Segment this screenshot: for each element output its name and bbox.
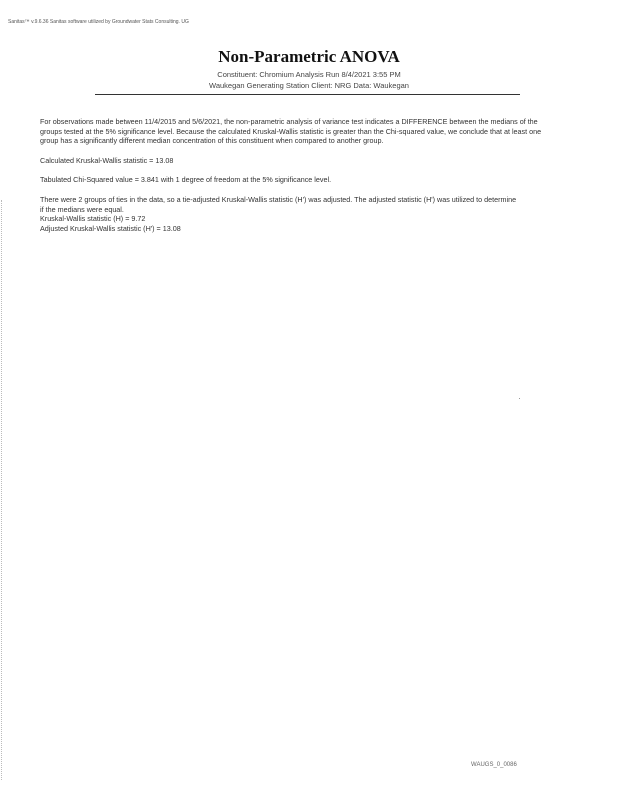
calculated-statistic: Calculated Kruskal-Wallis statistic = 13.08 xyxy=(40,156,174,165)
kruskal-wallis-statistic: Kruskal-Wallis statistic (H) = 9.72 xyxy=(40,214,146,223)
ties-note-line1: There were 2 groups of ties in the data, so a tie-adjusted Kruskal-Wallis statistic (H') was adjusted. The adjusted statistic (H') was utilized to determine xyxy=(40,195,517,204)
footer-document-id: WAUGS_0_0086 xyxy=(471,762,517,768)
adjusted-kruskal-wallis-statistic: Adjusted Kruskal-Wallis statistic (H') = 13.08 xyxy=(40,223,181,233)
header-note: Sanitas™ v.9.6.36 Sanitas software utilized by Groundwater Stats Consulting. UG xyxy=(8,19,189,25)
ties-note-line2: if the medians were equal. xyxy=(40,204,124,214)
tabulated-chi-squared: Tabulated Chi-Squared value = 3.841 with 1 degree of freedom at the 5% significance level. xyxy=(40,175,332,184)
subtitle-site: Waukegan Generating Station Client: NRG Data: Waukegan xyxy=(209,81,409,90)
scan-speck xyxy=(519,398,520,399)
ties-adjustment-section xyxy=(40,195,560,233)
result-summary-paragraph: For observations made between 11/4/2015 and 5/6/2021, the non-parametric analysis of variance test indicates a DIFFERENCE between the medians of the groups tested at the 5% significance level. Because the calculated Kruskal-Wallis statistic is greater than the Chi-squared value, we conclude that at least one group has a significantly different median concentration of this constituent when compared to another group. xyxy=(40,117,542,145)
page-title: Non-Parametric ANOVA xyxy=(218,47,400,66)
header-divider xyxy=(95,94,520,95)
subtitle-constituent: Constituent: Chromium Analysis Run 8/4/2021 3:55 PM xyxy=(217,70,401,79)
scan-artifact-edge xyxy=(1,200,5,780)
